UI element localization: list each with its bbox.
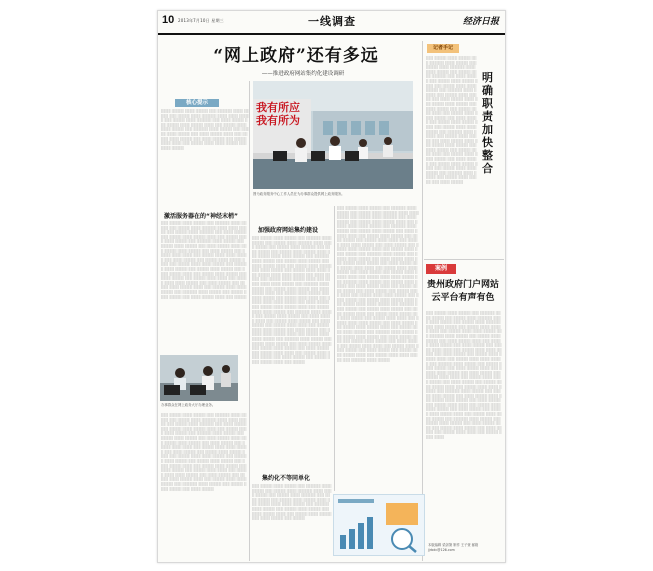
body-text-col2: ░░░ ░░░░░ ░░░░ ░░░░░ ░░░ ░░░░░░ ░░░░ ░░░░░ ░░░ ░░░░░ ░░░░ ░░░░░░ ░░░░ ░░░░ ░░░░░ ░░░ ░░░░░ ░░░░ ░░░░░░ ░░░ ░░░░ ░░░░░ ░░░ ░░░░░ ░░░░ ░░░░░ ░░░░ ░░░ ░░░░░ ░░░░ ░░░░ ░░░░░ ░░░ ░░░░░░ ░░░░ ░░░░░ ░░░ ░░░░░ ░░░░ ░░░░░ ░░░ ░░░░ ░░░░░ ░░░░ ░░░ ░░░░░ ░░░░ ░░░░░ ░░░ ░░░░ ░░░░░ ░░░ ░░░░░ ░░░░ ░░░░ ░░░ ░░░░░ ░░░░ ░░░░ ░░░░░ ░░░ ░░░░ ░░░░░ ░░░ ░░░░░ ░░░░ ░░░░░ ░░░░ ░░░ ░░░░░ ░░░░ ░░░░ ░░░░░ ░░░ ░░░░░░ ░░░░ ░░░░░ ░░░ ░░░░░ ░░░░ ░░░░░ ░░░ ░░░░ ░░░░░ ░░░░ ░░░ ░░░░░ ░░░░ ░░░░░ ░░░ ░░░░ ░░░░░ ░░░ ░░░░░ ░░░░ ░░░░ ░░░ ░░░░░ ░░░░ ░░░░ ░░░░░ ░░░ ░░░░ ░░░░░ ░░░ ░░░░░ ░░░░ ░░░░░ ░░░░ ░░░ ░░░░░ ░░░░ ░░░░ ░░░░░ ░░░ ░░░░░░ ░░░░ ░░░░░ ░░░ ░░░░░ ░░░░ ░░░░░ ░░░ ░░░░ ░░░░░ ░░░░ ░░░ ░░░░░ ░░░░ ░░░░░ ░░░ ░░░░ ░░░░░ ░░░ ░░░░░ ░░░░ ░░░░ ░░░ ░░░░░ ░░░░ ░░░░ ░░░░░ ░░░ ░░░░ ░░░░░ ░░░ ░░░░░ ░░░░ ░░░░░ ░░░░ ░░░ ░░░░░ ░░░░ ░░░░ ░░░░░ ░░░ ░░░░░░ ░░░░ ░░░░░ ░░░ ░░░░░ ░░░░ ░░░░░ ░░░ ░░░░ ░░░░░ ░░░░ ░░░ ░░░░░ ░░░░ ░░░░░ ░░░ ░░░░ ░░░░░ ░░░ ░░░░░ ░░░░ ░░░░ ░░░ ░░░░░ ░░░░ ░░░░ ░░░░░ ░░░ ░░░░ ░░░░░ ░░░ ░░░░░ ░░░░ ░░░░░ ░░░░ ░░░ ░░░░░ xyxy=(252,236,332,365)
article-headline: “网上政府”还有多远 xyxy=(213,46,379,66)
section-heading-3: 集约化不等同单化 xyxy=(262,475,311,482)
body-text-col1-lower: ░░░ ░░░░░ ░░░░ ░░░░░ ░░░ ░░░░░░ ░░░░ ░░░░░ ░░░ ░░░░░ ░░░░ ░░░░░░ ░░░░ ░░░░ ░░░░░ ░░░ ░░░░░ ░░░░ ░░░░░░ ░░░ ░░░░ ░░░░░ ░░░ ░░░░░ ░░░░ ░░░░░ ░░░░ ░░░ ░░░░░ ░░░░ ░░░░ ░░░░░ ░░░ ░░░░░░ ░░░░ ░░░░░ ░░░ ░░░░░ ░░░░ ░░░░░ ░░░ ░░░░ ░░░░░ ░░░░ ░░░ ░░░░░ ░░░░ ░░░░░ ░░░ ░░░░ ░░░░░ ░░░ ░░░░░ ░░░░ ░░░░ ░░░ ░░░░░ ░░░░ ░░░░ ░░░░░ ░░░ ░░░░ ░░░░░ ░░░ ░░░░░ ░░░░ ░░░░░ ░░░░ ░░░ ░░░░░ ░░░░ ░░░░ ░░░░░ ░░░ ░░░░░░ ░░░░ ░░░░░ ░░░ ░░░░░ ░░░░ ░░░░░ ░░░ ░░░░ ░░░░░ ░░░░ ░░░ ░░░░░ ░░░░ ░░░░░ ░░░ ░░░░ ░░░░░ ░░░ ░░░░░ ░░░░ ░░░░ ░░░ ░░░░░ ░░░░ ░░░░ ░░░░░ ░░░ ░░░░ ░░░░░ ░░░ ░░░░░ ░░░░ ░░░░░ ░░░░ ░░░ ░░░░░ ░░░░ ░░░░ ░░░░░ ░░░ ░░░░░░ ░░░░ ░░░░░ ░░░ ░░░░░ ░░░░ ░░░░░ ░░░ ░░░░ ░░░░░ xyxy=(161,413,247,491)
body-text-col1: ░░░ ░░░░░ ░░░░ ░░░░░ ░░░ ░░░░░░ ░░░░ ░░░░░ ░░░ ░░░░░ ░░░░ ░░░░░░ ░░░░ ░░░░ ░░░░░ ░░░ ░░░░░ ░░░░ ░░░░░░ ░░░ ░░░░ ░░░░░ ░░░ ░░░░░ ░░░░ ░░░░░ ░░░░ ░░░ ░░░░░ ░░░░ ░░░░ ░░░░░ ░░░ ░░░░░░ ░░░░ ░░░░░ ░░░ ░░░░░ ░░░░ ░░░░░ ░░░ ░░░░ ░░░░░ ░░░░ ░░░ ░░░░░ ░░░░ ░░░░░ ░░░ ░░░░ ░░░░░ ░░░ ░░░░░ ░░░░ ░░░░ ░░░ ░░░░░ ░░░░ ░░░░ ░░░░░ ░░░ ░░░░ ░░░░░ ░░░ ░░░░░ ░░░░ ░░░░░ ░░░░ ░░░ ░░░░░ ░░░░ ░░░░ ░░░░░ ░░░ ░░░░░░ ░░░░ ░░░░░ ░░░ ░░░░░ ░░░░ ░░░░░ ░░░ ░░░░ ░░░░░ ░░░░ ░░░ ░░░░░ ░░░░ ░░░░░ ░░░ ░░░░ ░░░░░ ░░░ ░░░░░ ░░░░ ░░░░ ░░░ ░░░░░ ░░░░ ░░░░ ░░░░░ ░░░ ░░░░ ░░░░░ ░░░ ░░░░░ ░░░░ ░░░░░ ░░░░ ░░░ ░░░░░ ░░░░ ░░░░ ░░░░░ ░░░ ░░░░░░ ░░░░ ░░░░░ ░░░ ░░░░░ ░░░░ ░░░░░ ░░░ ░░░░ ░░░░░ ░░░░ ░░░ ░░░░░ xyxy=(161,221,247,299)
section-heading-1: 激活服务器在的“神经末梢” xyxy=(164,213,238,220)
case-tag: 案例 xyxy=(426,264,456,274)
body-text-col2-lower: ░░░ ░░░░░ ░░░░ ░░░░░ ░░░ ░░░░░░ ░░░░ ░░░░░ ░░░ ░░░░░ ░░░░ ░░░░░░ ░░░░ ░░░░ ░░░░░ ░░░ ░░░░░ ░░░░ ░░░░░░ ░░░ ░░░░ ░░░░░ ░░░ ░░░░░ ░░░░ ░░░░░ ░░░░ ░░░ ░░░░░ ░░░░ ░░░░ ░░░░░ ░░░ ░░░░░░ ░░░░ ░░░░░ ░░░ ░░░░░ ░░░░ ░░░░░ ░░░ ░░░░ ░░░░░ ░░░░ ░░░ ░░░░░ ░░░░ ░░░░░ ░░░ ░░░░ ░░░░░ ░░░ ░░░░░ xyxy=(252,484,332,521)
case-text: ░░░ ░░░░░ ░░░░ ░░░░░ ░░░ ░░░░░░ ░░░░ ░░░░░ ░░░ ░░░░░ ░░░░ ░░░░░░ ░░░░ ░░░░ ░░░░░ ░░░ ░░░░░ ░░░░ ░░░░░░ ░░░ ░░░░ ░░░░░ ░░░ ░░░░░ ░░░░ ░░░░░ ░░░░ ░░░ ░░░░░ ░░░░ ░░░░ ░░░░░ ░░░ ░░░░░░ ░░░░ ░░░░░ ░░░ ░░░░░ ░░░░ ░░░░░ ░░░ ░░░░ ░░░░░ ░░░░ ░░░ ░░░░░ ░░░░ ░░░░░ ░░░ ░░░░ ░░░░░ ░░░ ░░░░░ ░░░░ ░░░░ ░░░ ░░░░░ ░░░░ ░░░░ ░░░░░ ░░░ ░░░░ ░░░░░ ░░░ ░░░░░ ░░░░ ░░░░░ ░░░░ ░░░ ░░░░░ ░░░░ ░░░░ ░░░░░ ░░░ ░░░░░░ ░░░░ ░░░░░ ░░░ ░░░░░ ░░░░ ░░░░░ ░░░ ░░░░ ░░░░░ ░░░░ ░░░ ░░░░░ ░░░░ ░░░░░ ░░░ ░░░░ ░░░░░ ░░░ ░░░░░ ░░░░ ░░░░ ░░░ ░░░░░ ░░░░ ░░░░ ░░░░░ ░░░ ░░░░ ░░░░░ ░░░ ░░░░░ ░░░░ ░░░░░ ░░░░ ░░░ ░░░░░ ░░░░ ░░░░ ░░░░░ ░░░ ░░░░░░ ░░░░ ░░░░░ ░░░ ░░░░░ ░░░░ ░░░░░ ░░░ ░░░░ ░░░░░ ░░░░ ░░░ ░░░░░ ░░░░ ░░░░░ ░░░ ░░░░ ░░░░░ ░░░ ░░░░░ ░░░░ ░░░░ ░░░ ░░░░░ ░░░░ ░░░░ ░░░░░ ░░░ ░░░░ ░░░░░ ░░░ ░░░░░ ░░░░ ░░░░░ ░░░░ ░░░ ░░░░░ ░░░░ ░░░░ ░░░░░ ░░░ ░░░░░░ ░░░░ ░░░░░ ░░░ ░░░░░ ░░░░ ░░░░░ ░░░ ░░░░ ░░░░░ ░░░░ ░░░ ░░░░░ ░░░░ ░░░░░ ░░░ ░░░░ ░░░░░ ░░░ ░░░░░ ░░░░ ░░░░ ░░░ ░░░░░ ░░░░ ░░░░ xyxy=(426,311,502,440)
column-rule xyxy=(422,41,423,561)
case-title: 贵州政府门户网站云平台有声有色 xyxy=(426,280,499,303)
page-header xyxy=(158,11,505,35)
intro-box-title: 核心提示 xyxy=(175,99,219,107)
section-rule xyxy=(424,259,504,260)
section-title: 一线调查 xyxy=(308,15,356,28)
article-subheadline: ——推进政府网站集约化建设调研 xyxy=(261,71,345,77)
notebook-text: ░░░ ░░░░░ ░░░░ ░░░░░ ░░░ ░░░░░░ ░░░░ ░░░░░ ░░░ ░░░░░ ░░░░ ░░░░░░ ░░░░ ░░░░ ░░░░░ ░░░ ░░░░░ ░░░░ ░░░░░░ ░░░ ░░░░ ░░░░░ ░░░ ░░░░░ ░░░░ ░░░░░ ░░░░ ░░░ ░░░░░ ░░░░ ░░░░ ░░░░░ ░░░ ░░░░░░ ░░░░ ░░░░░ ░░░ ░░░░░ ░░░░ ░░░░░ ░░░ ░░░░ ░░░░░ ░░░░ ░░░ ░░░░░ ░░░░ ░░░░░ ░░░ ░░░░ ░░░░░ ░░░ ░░░░░ ░░░░ ░░░░ ░░░ ░░░░░ ░░░░ ░░░░ ░░░░░ ░░░ ░░░░ ░░░░░ ░░░ ░░░░░ ░░░░ ░░░░░ ░░░░ ░░░ ░░░░░ ░░░░ ░░░░ ░░░░░ ░░░ ░░░░░░ ░░░░ ░░░░░ ░░░ ░░░░░ ░░░░ ░░░░░ ░░░ ░░░░ ░░░░░ ░░░░ ░░░ ░░░░░ ░░░░ ░░░░░ ░░░ ░░░░ ░░░░░ ░░░ ░░░░░ ░░░░ ░░░░ ░░░ ░░░░░ ░░░░ ░░░░ ░░░░░ ░░░ ░░░░ ░░░░░ ░░░ ░░░░░ ░░░░ ░░░░░ ░░░░ ░░░ ░░░░░ ░░░░ ░░░░ ░░░░░ ░░░ ░░░░░░ ░░░░ ░░░░░ ░░░ ░░░░░ ░░░░ ░░░░░ ░░░ ░░░░ ░░░░░ xyxy=(426,56,478,185)
section-heading-2: 加强政府网站集约建设 xyxy=(258,227,319,234)
issue-date: 2013年7月10日 星期三 xyxy=(178,18,224,23)
photo-sign-text: 我有所应 我有所为 xyxy=(256,101,300,127)
intro-text-block: ░░░░ ░░░░░ ░░░░ ░░░░░ ░░░ ░░░░░░ ░░░░ ░░░░░ ░░░ ░░░░░ ░░░░ ░░░░░░ ░░░░ ░░░░ ░░░░░ ░░░ ░░░░░ ░░░░ ░░░░░░ ░░░ ░░░░ ░░░░░ ░░░ ░░░░░ ░░░░ ░░░░░ ░░░░ ░░░ ░░░░░ ░░░░ ░░░░ ░░░░░ ░░░ ░░░░░░ ░░░░ ░░░░░ ░░░ ░░░░░ ░░░░ ░░░░░ ░░░ ░░░░ ░░░░░ ░░░░ ░░░ ░░░░░ ░░░░ ░░░░░ ░░░ ░░░░ ░░░░░ ░░░ ░░░░░ ░░░░ ░░░░ ░░░ ░░░░░ ░░░░ ░░░░ ░░░░░ ░░░ ░░░░ ░░░░░ xyxy=(161,109,249,150)
main-photo-caption: 图为政务服务中心工作人员在为办事群众提供网上政务服务。 xyxy=(253,192,345,196)
column-rule xyxy=(334,206,335,491)
main-photo xyxy=(253,81,413,189)
infographic-box xyxy=(333,494,425,556)
editor-contact: 本版编辑 梁剑箫 制作 王子萱 邮箱 jjrbdc@126.com xyxy=(428,543,479,552)
body-text-col3: ░░░ ░░░░░ ░░░░ ░░░░░ ░░░ ░░░░░░ ░░░░ ░░░░░ ░░░ ░░░░░ ░░░░ ░░░░░░ ░░░░ ░░░░ ░░░░░ ░░░ ░░░░░ ░░░░ ░░░░░░ ░░░ ░░░░ ░░░░░ ░░░ ░░░░░ ░░░░ ░░░░░ ░░░░ ░░░ ░░░░░ ░░░░ ░░░░ ░░░░░ ░░░ ░░░░░░ ░░░░ ░░░░░ ░░░ ░░░░░ ░░░░ ░░░░░ ░░░ ░░░░ ░░░░░ ░░░░ ░░░ ░░░░░ ░░░░ ░░░░░ ░░░ ░░░░ ░░░░░ ░░░ ░░░░░ ░░░░ ░░░░ ░░░ ░░░░░ ░░░░ ░░░░ ░░░░░ ░░░ ░░░░ ░░░░░ ░░░ ░░░░░ ░░░░ ░░░░░ ░░░░ ░░░ ░░░░░ ░░░░ ░░░░ ░░░░░ ░░░ ░░░░░░ ░░░░ ░░░░░ ░░░ ░░░░░ ░░░░ ░░░░░ ░░░ ░░░░ ░░░░░ ░░░░ ░░░ ░░░░░ ░░░░ ░░░░░ ░░░ ░░░░ ░░░░░ ░░░ ░░░░░ ░░░░ ░░░░ ░░░ ░░░░░ ░░░░ ░░░░ ░░░░░ ░░░ ░░░░ ░░░░░ ░░░ ░░░░░ ░░░░ ░░░░░ ░░░░ ░░░ ░░░░░ ░░░░ ░░░░ ░░░░░ ░░░ ░░░░░░ ░░░░ ░░░░░ ░░░ ░░░░░ ░░░░ ░░░░░ ░░░ ░░░░ ░░░░░ ░░░░ ░░░ ░░░░░ ░░░░ ░░░░░ ░░░ ░░░░ ░░░░░ ░░░ ░░░░░ ░░░░ ░░░░ ░░░ ░░░░░ ░░░░ ░░░░ ░░░░░ ░░░ ░░░░ ░░░░░ ░░░ ░░░░░ ░░░░ ░░░░░ ░░░░ ░░░ ░░░░░ ░░░░ ░░░░ ░░░░░ ░░░ ░░░░░░ ░░░░ ░░░░░ ░░░ ░░░░░ ░░░░ ░░░░░ ░░░ ░░░░ ░░░░░ ░░░░ ░░░ ░░░░░ ░░░░ ░░░░░ ░░░ ░░░░ ░░░░░ ░░░ ░░░░░ ░░░░ ░░░░ ░░░ ░░░░░ ░░░░ ░░░░ ░░░░░ ░░░ ░░░░ ░░░░░ ░░░ ░░░░░ ░░░░ ░░░░░ ░░░░ ░░░ ░░░░░ ░░░░ ░░░░ ░░░░░ ░░░ ░░░░░░ ░░░░ ░░░░░ ░░░ ░░░░░ ░░░░ ░░░░░ ░░░ ░░░░ ░░░░░ ░░░░ ░░░ ░░░░░ ░░░░ ░░░░░ ░░░ ░░░░ ░░░░░ ░░░ ░░░░░ ░░░░ ░░░░ ░░░ ░░░░░ ░░░░ ░░░░ ░░░░░ ░░░ ░░░░ ░░░░░ ░░░ ░░░░░ ░░░░ ░░░░░ ░░░░ ░░░ ░░░░░ ░░░░ ░░░░ ░░░░░ ░░░ ░░░░░░ ░░░░ ░░░░░ xyxy=(337,206,420,362)
page-number: 10 xyxy=(162,14,175,26)
newspaper-name: 经济日报 xyxy=(462,17,499,27)
reporter-notebook-tag: 记者手记 xyxy=(427,44,459,53)
sidebar-title: 明确职责 加快整合 xyxy=(482,71,493,175)
small-photo-caption: 办事群众在网上政务大厅办理业务。 xyxy=(161,403,216,407)
newspaper-page xyxy=(157,10,506,563)
small-photo xyxy=(160,355,238,401)
column-rule xyxy=(249,81,250,561)
